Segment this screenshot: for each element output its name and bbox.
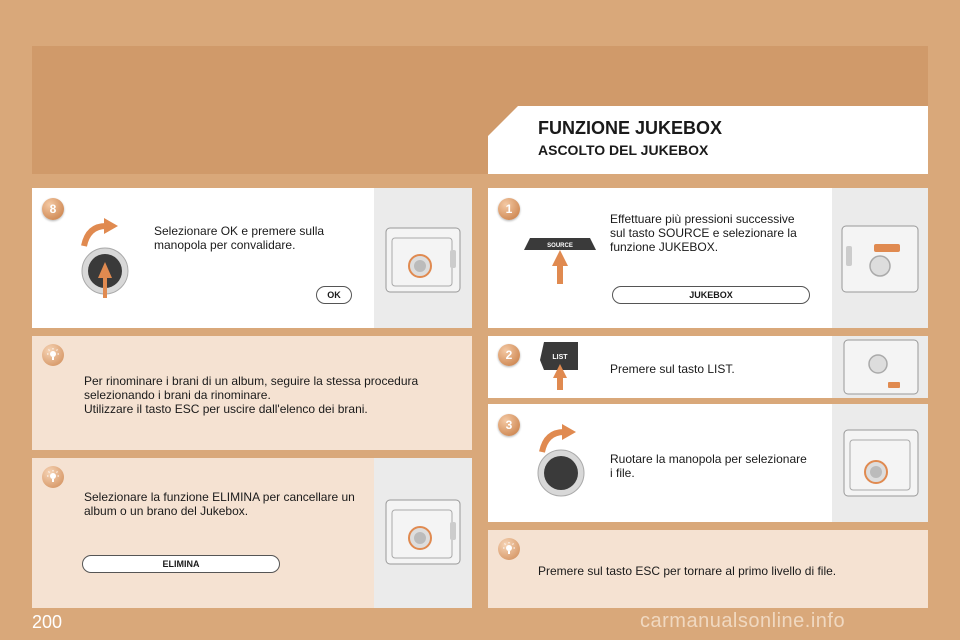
page-title: FUNZIONE JUKEBOX — [538, 118, 723, 138]
radio-unit-icon — [384, 226, 462, 294]
rotary-knob-icon — [536, 448, 586, 498]
tip-1-text: Per rinominare i brani di un album, seguire la stessa procedura selezionando i brani da rinominare. Utilizzare il tasto ESC per uscire dall'elenco dei brani. — [84, 374, 419, 416]
right-tip-text: Premere sul tasto ESC per tornare al primo livello di file. — [538, 564, 837, 578]
lightbulb-icon — [498, 538, 520, 560]
list-button-icon — [540, 340, 582, 392]
jukebox-pill: JUKEBOX — [612, 286, 810, 304]
elimina-pill: ELIMINA — [82, 555, 280, 573]
title-plate — [488, 106, 928, 174]
source-button-label: SOURCE — [547, 243, 573, 249]
step-badge-3: 3 — [498, 414, 520, 436]
page-number: 200 — [32, 612, 63, 632]
rotary-knob-icon — [80, 246, 130, 300]
radio-unit-icon — [840, 224, 920, 294]
radio-unit-icon — [384, 498, 462, 566]
lightbulb-icon — [42, 344, 64, 366]
lightbulb-icon — [42, 466, 64, 488]
radio-unit-icon — [842, 428, 920, 498]
source-button-icon — [522, 236, 598, 286]
step-1-text: Effettuare più pressioni successive sul tasto SOURCE e selezionare la funzione JUKEBOX. — [610, 212, 797, 254]
step-8-text: Selezionare OK e premere sulla manopola per convalidare. — [154, 224, 325, 252]
tip-2-text: Selezionare la funzione ELIMINA per cancellare un album o un brano del Jukebox. — [84, 490, 355, 518]
ok-pill: OK — [316, 286, 352, 304]
step-3-text: Ruotare la manopola per selezionare i file. — [610, 452, 807, 480]
step-2-text: Premere sul tasto LIST. — [610, 362, 735, 376]
step-badge-8: 8 — [42, 198, 64, 220]
list-button-label: LIST — [552, 354, 568, 361]
radio-unit-icon — [842, 338, 920, 396]
step-badge-1: 1 — [498, 198, 520, 220]
curved-arrow-icon — [80, 218, 120, 248]
page-subtitle: ASCOLTO DEL JUKEBOX — [538, 142, 709, 158]
watermark: carmanualsonline.info — [640, 610, 846, 632]
step-badge-2: 2 — [498, 344, 520, 366]
